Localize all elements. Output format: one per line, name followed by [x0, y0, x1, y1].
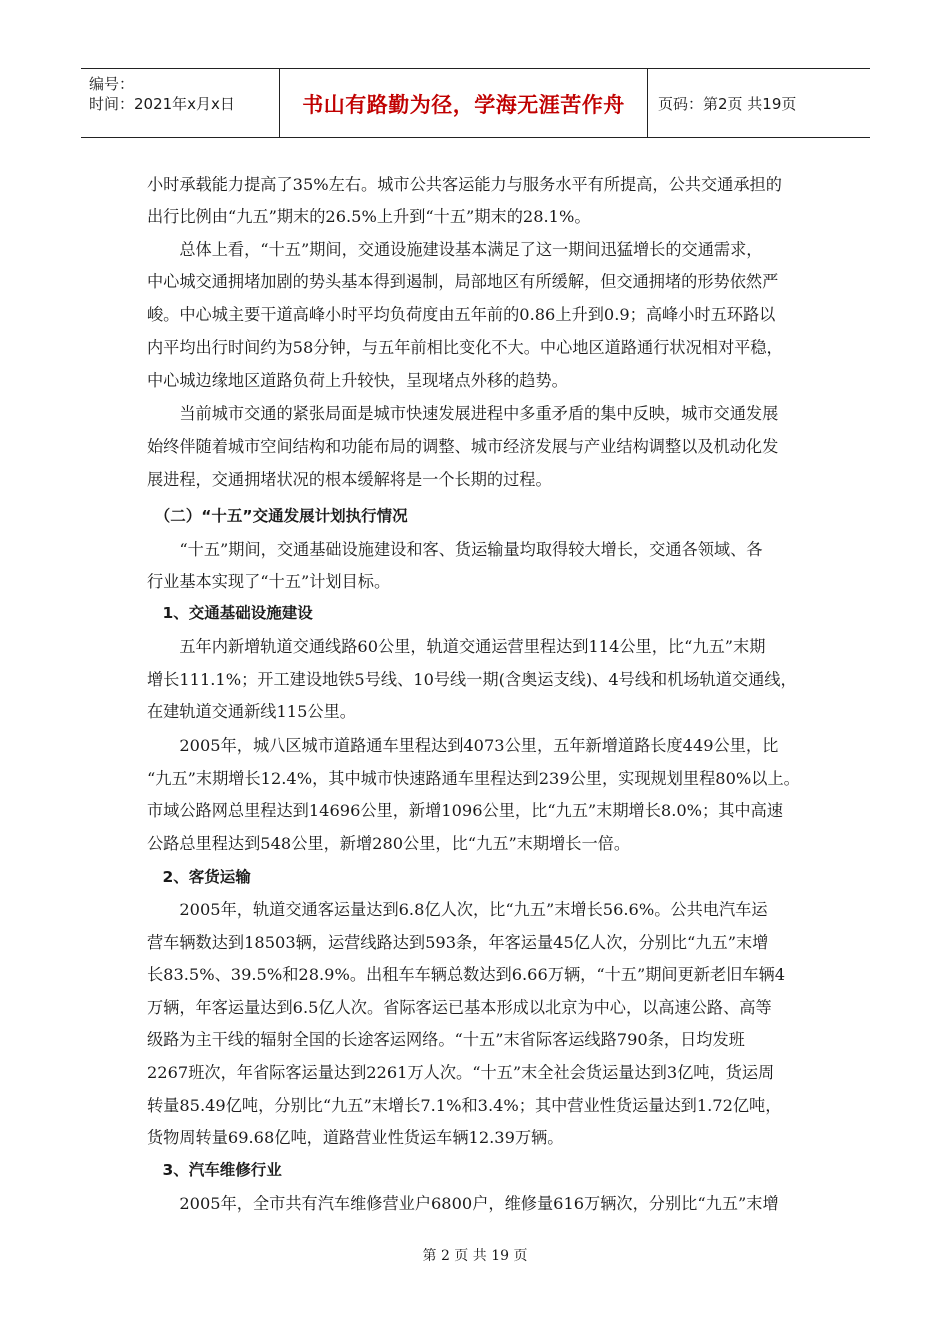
section-heading: （二）“十五”交通发展计划执行情况 — [147, 507, 408, 525]
motto: 书山有路勤为径，学海无涯苦作舟 — [302, 93, 625, 117]
paragraph-line: 2005年，轨道交通客运量达到6.8亿人次，比“九五”末增长56.6%。公共电汽车运 — [147, 900, 768, 919]
paragraph-line: 内平均出行时间约为58分钟，与五年前相比变化不大。中心地区道路通行状况相对平稳， — [147, 338, 783, 357]
page-footer: 第 2 页 共 19 页 — [422, 1248, 528, 1264]
document-date: 时间：2021年x月x日 — [89, 95, 235, 113]
paragraph-line: 小时承载能力提高了35%左右。城市公共客运能力与服务水平有所提高，公共交通承担的 — [147, 175, 782, 194]
paragraph-line: 出行比例由“九五”期末的26.5%上升到“十五”期末的28.1%。 — [147, 207, 591, 226]
document-code: 编号： — [89, 75, 135, 93]
paragraph-line: 中心城边缘地区道路负荷上升较快，呈现堵点外移的趋势。 — [147, 371, 568, 390]
paragraph-line: 2267班次，年省际客运量达到2261万人次。“十五”末全社会货运量达到3亿吨，货运周 — [147, 1063, 775, 1082]
page-info: 页码：第2页 共19页 — [658, 95, 797, 113]
paragraph-line: 展进程，交通拥堵状况的根本缓解将是一个长期的过程。 — [147, 470, 552, 489]
paragraph-line: 增长111.1%；开工建设地铁5号线、10号线一期(含奥运支线)、4号线和机场轨道交通线， — [147, 670, 797, 689]
paragraph-line: 万辆，年客运量达到6.5亿人次。省际客运已基本形成以北京为中心，以高速公路、高等 — [147, 998, 772, 1017]
paragraph-line: 始终伴随着城市空间结构和功能布局的调整、城市经济发展与产业结构调整以及机动化发 — [147, 437, 779, 456]
paragraph-line: 当前城市交通的紧张局面是城市快速发展进程中多重矛盾的集中反映，城市交通发展 — [147, 404, 779, 423]
paragraph-line: 行业基本实现了“十五”计划目标。 — [147, 572, 391, 591]
paragraph-line: 公路总里程达到548公里，新增280公里，比“九五”末期增长一倍。 — [147, 834, 631, 853]
paragraph-line: 总体上看，“十五”期间，交通设施建设基本满足了这一期间迅猛增长的交通需求， — [147, 240, 763, 259]
section-heading: 2、客货运输 — [147, 868, 251, 886]
paragraph-line: 2005年，全市共有汽车维修营业户6800户，维修量616万辆次，分别比“九五”末增 — [147, 1194, 779, 1213]
header-info-cell — [81, 69, 280, 137]
paragraph-line: 峻。中心城主要干道高峰小时平均负荷度由五年前的0.86上升到0.9；高峰小时五环路以 — [147, 305, 776, 324]
paragraph-line: 中心城交通拥堵加剧的势头基本得到遏制，局部地区有所缓解，但交通拥堵的形势依然严 — [147, 272, 779, 291]
header-table — [81, 68, 870, 138]
paragraph-line: 2005年，城八区城市道路通车里程达到4073公里，五年新增道路长度449公里，比 — [147, 736, 779, 755]
paragraph-line: 在建轨道交通新线115公里。 — [147, 702, 356, 721]
paragraph-line: 长83.5%、39.5%和28.9%。出租车车辆总数达到6.66万辆，“十五”期间更新老旧车辆4 — [147, 965, 786, 984]
paragraph-line: 转量85.49亿吨，分别比“九五”末增长7.1%和3.4%；其中营业性货运量达到1.72亿吨， — [147, 1096, 782, 1115]
header-motto-cell — [280, 69, 648, 137]
header-page-cell — [648, 69, 870, 137]
paragraph-line: 级路为主干线的辐射全国的长途客运网络。“十五”末省际客运线路790条，日均发班 — [147, 1030, 745, 1049]
paragraph-line: “九五”末期增长12.4%，其中城市快速路通车里程达到239公里，实现规划里程80%以上。 — [147, 769, 800, 788]
paragraph-line: 五年内新增轨道交通线路60公里，轨道交通运营里程达到114公里，比“九五”末期 — [147, 637, 766, 656]
paragraph-line: 市域公路网总里程达到14696公里，新增1096公里，比“九五”末期增长8.0%；其中高速 — [147, 801, 783, 820]
section-heading: 1、交通基础设施建设 — [147, 604, 313, 622]
paragraph-line: 货物周转量69.68亿吨，道路营业性货运车辆12.39万辆。 — [147, 1128, 564, 1147]
paragraph-line: “十五”期间，交通基础设施建设和客、货运输量均取得较大增长，交通各领域、各 — [147, 540, 763, 559]
section-heading: 3、汽车维修行业 — [147, 1161, 282, 1179]
paragraph-line: 营车辆数达到18503辆，运营线路达到593条，年客运量45亿人次，分别比“九五”末增 — [147, 933, 769, 952]
